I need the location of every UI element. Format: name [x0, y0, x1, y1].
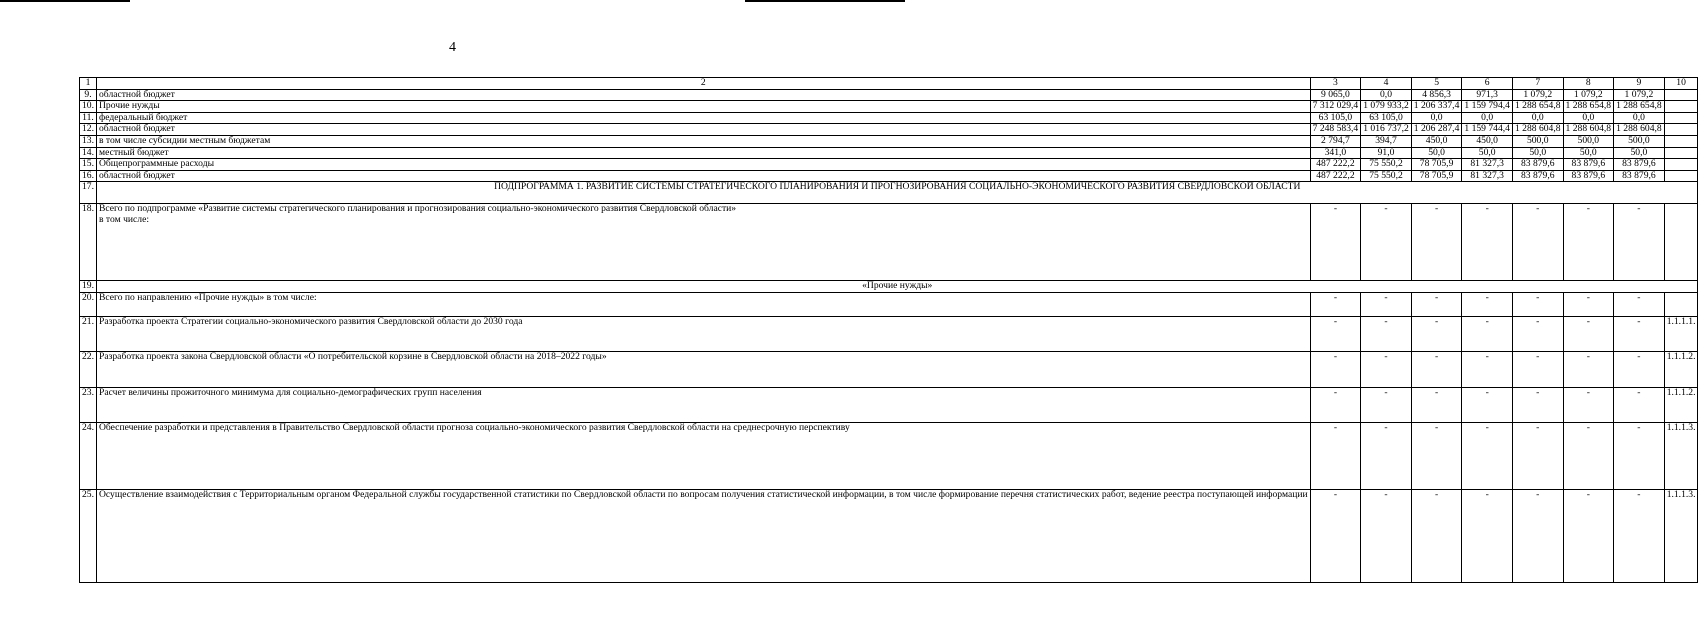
table-row: [80, 124, 1698, 136]
row-name: областной бюджет: [97, 124, 1311, 136]
value-cell: -: [1310, 422, 1361, 489]
row-number: 19.: [80, 281, 97, 293]
top-rule-right: [745, 0, 905, 2]
row-number: 17.: [80, 182, 97, 204]
code-cell: [1664, 170, 1698, 182]
table-row: [80, 489, 1698, 582]
row-number: 10.: [80, 101, 97, 113]
header-cell: 7: [1512, 78, 1563, 90]
value-cell: -: [1411, 422, 1462, 489]
value-cell: -: [1462, 387, 1513, 422]
value-cell: 9 065,0: [1310, 89, 1361, 101]
row-name: областной бюджет: [97, 89, 1311, 101]
code-cell: 1.1.1.2.: [1664, 387, 1698, 422]
header-cell: 1: [80, 78, 97, 90]
row-name: Разработка проекта закона Свердловской области «О потребительской корзине в Свердловской области на 2018–2022 годы»: [97, 351, 1311, 387]
value-cell: 78 705,9: [1411, 159, 1462, 171]
code-cell: [1664, 112, 1698, 124]
value-cell: -: [1462, 316, 1513, 351]
row-number: 11.: [80, 112, 97, 124]
row-number: 22.: [80, 351, 97, 387]
row-name: Осуществление взаимодействия с Территориальным органом Федеральной службы государственной статистики по Свердловской области по вопросам получения статистической информации, в том числе формирование перечня статистических работ, ведение реестра поступающей информации: [97, 489, 1311, 582]
value-cell: 83 879,6: [1563, 159, 1614, 171]
value-cell: 971,3: [1462, 89, 1513, 101]
value-cell: 75 550,2: [1361, 170, 1412, 182]
row-number: 18.: [80, 204, 97, 281]
value-cell: 81 327,3: [1462, 159, 1513, 171]
value-cell: 83 879,6: [1512, 170, 1563, 182]
value-cell: 1 079,2: [1563, 89, 1614, 101]
value-cell: -: [1310, 387, 1361, 422]
value-cell: -: [1361, 489, 1412, 582]
value-cell: 83 879,6: [1614, 159, 1665, 171]
value-cell: -: [1563, 351, 1614, 387]
budget-table: [79, 77, 1698, 583]
value-cell: -: [1563, 489, 1614, 582]
value-cell: -: [1310, 204, 1361, 281]
code-cell: 1.1.1.3.: [1664, 489, 1698, 582]
value-cell: 1 079,2: [1614, 89, 1665, 101]
value-cell: 63 105,0: [1310, 112, 1361, 124]
row-name: в том числе субсидии местным бюджетам: [97, 135, 1311, 147]
value-cell: 1 288 654,8: [1563, 101, 1614, 113]
value-cell: 50,0: [1614, 147, 1665, 159]
value-cell: -: [1462, 422, 1513, 489]
value-cell: -: [1563, 204, 1614, 281]
value-cell: -: [1411, 489, 1462, 582]
code-cell: [1664, 101, 1698, 113]
row-name: областной бюджет: [97, 170, 1311, 182]
value-cell: -: [1361, 292, 1412, 316]
table-header-row: [80, 78, 1698, 90]
value-cell: -: [1512, 387, 1563, 422]
value-cell: -: [1462, 204, 1513, 281]
value-cell: 0,0: [1411, 112, 1462, 124]
value-cell: -: [1411, 292, 1462, 316]
value-cell: 341,0: [1310, 147, 1361, 159]
value-cell: -: [1563, 292, 1614, 316]
page-number: 4: [449, 40, 456, 55]
value-cell: 500,0: [1512, 135, 1563, 147]
value-cell: -: [1614, 316, 1665, 351]
value-cell: -: [1512, 316, 1563, 351]
value-cell: -: [1512, 292, 1563, 316]
value-cell: 1 288 604,8: [1512, 124, 1563, 136]
code-cell: [1664, 147, 1698, 159]
header-cell: 3: [1310, 78, 1361, 90]
value-cell: -: [1411, 387, 1462, 422]
row-number: 14.: [80, 147, 97, 159]
value-cell: -: [1614, 387, 1665, 422]
value-cell: 91,0: [1361, 147, 1412, 159]
header-cell: 6: [1462, 78, 1513, 90]
header-cell: 4: [1361, 78, 1412, 90]
value-cell: -: [1310, 316, 1361, 351]
value-cell: -: [1310, 351, 1361, 387]
code-cell: [1664, 204, 1698, 281]
value-cell: -: [1310, 292, 1361, 316]
value-cell: 0,0: [1462, 112, 1513, 124]
value-cell: 50,0: [1512, 147, 1563, 159]
value-cell: -: [1361, 422, 1412, 489]
table-row: [80, 204, 1698, 281]
value-cell: 450,0: [1411, 135, 1462, 147]
value-cell: -: [1512, 351, 1563, 387]
value-cell: 75 550,2: [1361, 159, 1412, 171]
table-row: [80, 147, 1698, 159]
value-cell: -: [1411, 351, 1462, 387]
row-name: Расчет величины прожиточного минимума для социально-демографических групп населения: [97, 387, 1311, 422]
value-cell: -: [1310, 489, 1361, 582]
row-number: 9.: [80, 89, 97, 101]
value-cell: 500,0: [1614, 135, 1665, 147]
value-cell: 450,0: [1462, 135, 1513, 147]
row-number: 15.: [80, 159, 97, 171]
value-cell: -: [1614, 204, 1665, 281]
value-cell: 500,0: [1563, 135, 1614, 147]
value-cell: -: [1361, 387, 1412, 422]
row-number: 20.: [80, 292, 97, 316]
value-cell: -: [1614, 489, 1665, 582]
row-name: Прочие нужды: [97, 101, 1311, 113]
table-row: [80, 351, 1698, 387]
value-cell: 0,0: [1563, 112, 1614, 124]
value-cell: -: [1361, 316, 1412, 351]
table-row: [80, 422, 1698, 489]
value-cell: 7 248 583,4: [1310, 124, 1361, 136]
row-name: Всего по направлению «Прочие нужды» в том числе:: [97, 292, 1311, 316]
value-cell: 487 222,2: [1310, 159, 1361, 171]
subprogram-title: ПОДПРОГРАММА 1. РАЗВИТИЕ СИСТЕМЫ СТРАТЕГИЧЕСКОГО ПЛАНИРОВАНИЯ И ПРОГНОЗИРОВАНИЯ СОЦИАЛЬНО-ЭКОНОМИЧЕСКОГО РАЗВИТИЯ СВЕРДЛОВСКОЙ ОБЛАСТИ: [97, 182, 1698, 204]
row-name-text: Всего по подпрограмме «Развитие системы стратегического планирования и прогнозирования социально-экономического развития Свердловской области»: [99, 203, 737, 215]
value-cell: -: [1614, 351, 1665, 387]
value-cell: 1 159 794,4: [1462, 101, 1513, 113]
value-cell: 1 288 654,8: [1614, 101, 1665, 113]
value-cell: -: [1614, 292, 1665, 316]
value-cell: 487 222,2: [1310, 170, 1361, 182]
value-cell: 1 016 737,2: [1361, 124, 1412, 136]
top-rule-left: [0, 0, 130, 2]
row-number: 23.: [80, 387, 97, 422]
value-cell: 1 206 287,4: [1411, 124, 1462, 136]
table-row: [80, 387, 1698, 422]
value-cell: -: [1512, 204, 1563, 281]
header-cell: 5: [1411, 78, 1462, 90]
section-title-row: [80, 182, 1698, 204]
value-cell: 81 327,3: [1462, 170, 1513, 182]
code-cell: [1664, 292, 1698, 316]
value-cell: 0,0: [1512, 112, 1563, 124]
code-cell: 1.1.1.3.: [1664, 422, 1698, 489]
row-number: 16.: [80, 170, 97, 182]
row-number: 13.: [80, 135, 97, 147]
value-cell: 1 288 604,8: [1614, 124, 1665, 136]
value-cell: -: [1462, 292, 1513, 316]
value-cell: 4 856,3: [1411, 89, 1462, 101]
row-name: Общепрограммные расходы: [97, 159, 1311, 171]
value-cell: -: [1512, 422, 1563, 489]
row-name: Обеспечение разработки и представления в Правительство Свердловской области прогноза социально-экономического развития Свердловской области на среднесрочную перспективу: [97, 422, 1311, 489]
row-name: Разработка проекта Стратегии социально-экономического развития Свердловской области до 2030 года: [97, 316, 1311, 351]
value-cell: 83 879,6: [1614, 170, 1665, 182]
row-name: [97, 204, 1311, 281]
code-cell: [1664, 159, 1698, 171]
row-name: местный бюджет: [97, 147, 1311, 159]
table-row: [80, 159, 1698, 171]
value-cell: 78 705,9: [1411, 170, 1462, 182]
value-cell: 50,0: [1411, 147, 1462, 159]
table-row: [80, 135, 1698, 147]
table-row: [80, 316, 1698, 351]
header-cell: 10: [1664, 78, 1698, 90]
table-row: [80, 101, 1698, 113]
row-number: 24.: [80, 422, 97, 489]
value-cell: 1 079 933,2: [1361, 101, 1412, 113]
row-number: 21.: [80, 316, 97, 351]
header-cell: 9: [1614, 78, 1665, 90]
value-cell: 1 288 604,8: [1563, 124, 1614, 136]
value-cell: 0,0: [1614, 112, 1665, 124]
table-row: [80, 112, 1698, 124]
value-cell: 50,0: [1462, 147, 1513, 159]
row-name: федеральный бюджет: [97, 112, 1311, 124]
code-cell: [1664, 135, 1698, 147]
value-cell: -: [1361, 204, 1412, 281]
direction-title: «Прочие нужды»: [97, 281, 1698, 293]
value-cell: 7 312 029,4: [1310, 101, 1361, 113]
code-cell: [1664, 89, 1698, 101]
value-cell: 83 879,6: [1563, 170, 1614, 182]
value-cell: 1 159 744,4: [1462, 124, 1513, 136]
value-cell: 394,7: [1361, 135, 1412, 147]
value-cell: -: [1411, 316, 1462, 351]
code-cell: 1.1.1.2.: [1664, 351, 1698, 387]
table-row: [80, 292, 1698, 316]
value-cell: 83 879,6: [1512, 159, 1563, 171]
value-cell: 63 105,0: [1361, 112, 1412, 124]
value-cell: -: [1462, 489, 1513, 582]
section-subtitle-row: [80, 281, 1698, 293]
code-cell: [1664, 124, 1698, 136]
code-cell: 1.1.1.1.: [1664, 316, 1698, 351]
row-number: 25.: [80, 489, 97, 582]
value-cell: 1 206 337,4: [1411, 101, 1462, 113]
table-row: [80, 89, 1698, 101]
value-cell: -: [1462, 351, 1513, 387]
value-cell: -: [1563, 387, 1614, 422]
header-cell: 8: [1563, 78, 1614, 90]
value-cell: 50,0: [1563, 147, 1614, 159]
header-cell: 2: [97, 78, 1311, 90]
row-number: 12.: [80, 124, 97, 136]
value-cell: -: [1512, 489, 1563, 582]
value-cell: -: [1563, 422, 1614, 489]
value-cell: 0,0: [1361, 89, 1412, 101]
row-name-extra: в том числе:: [99, 213, 150, 225]
value-cell: 1 288 654,8: [1512, 101, 1563, 113]
value-cell: 1 079,2: [1512, 89, 1563, 101]
value-cell: -: [1361, 351, 1412, 387]
value-cell: -: [1411, 204, 1462, 281]
value-cell: 2 794,7: [1310, 135, 1361, 147]
value-cell: -: [1614, 422, 1665, 489]
value-cell: -: [1563, 316, 1614, 351]
